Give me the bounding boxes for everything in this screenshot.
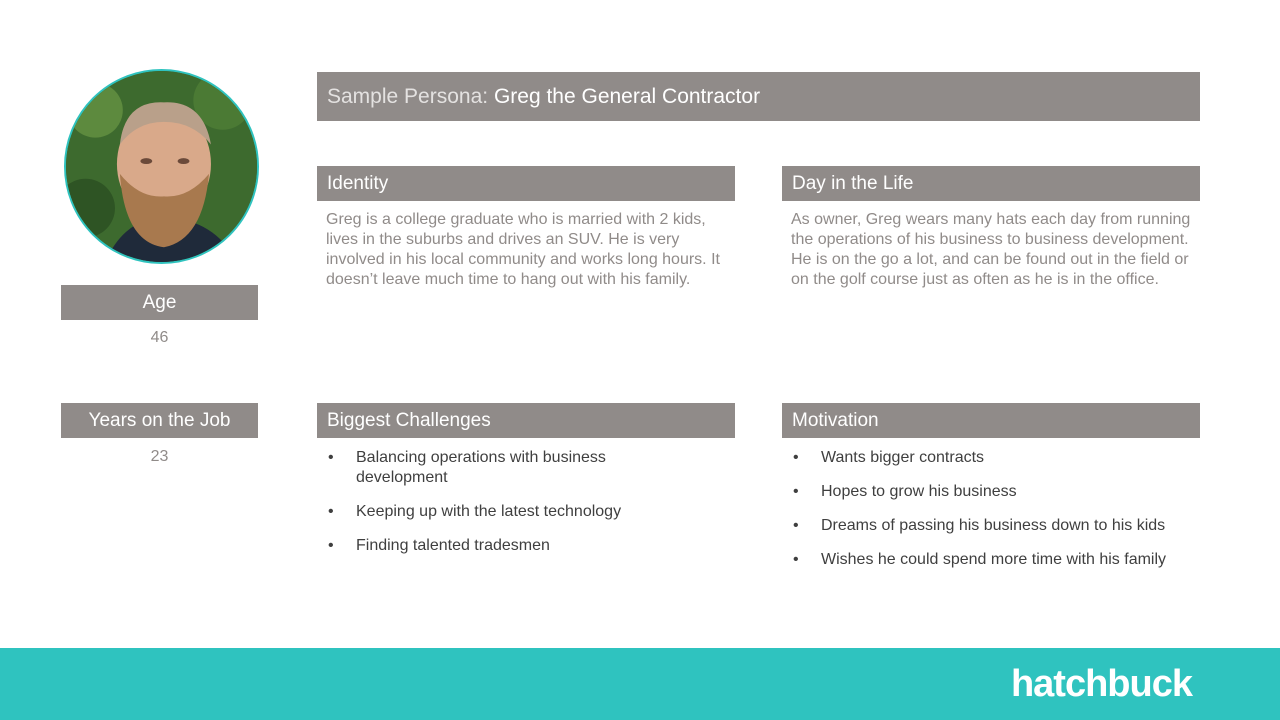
list-item: • Dreams of passing his business down to his kids bbox=[791, 516, 1191, 536]
day-in-life-text: As owner, Greg wears many hats each day from running the operations of his business to business development. He is on the go a lot, and can be found out in the field or on the golf course just as often as he is in the office. bbox=[791, 211, 1191, 288]
challenges-list bbox=[326, 448, 686, 570]
day-in-life-label: Day in the Life bbox=[782, 166, 1200, 201]
persona-avatar bbox=[64, 69, 259, 264]
motivation-label: Motivation bbox=[782, 403, 1200, 438]
list-item: • Balancing operations with business development bbox=[326, 448, 686, 488]
title-name: Greg the General Contractor bbox=[493, 85, 761, 108]
list-item: • Keeping up with the latest technology bbox=[326, 502, 686, 522]
title-prefix: Sample Persona: bbox=[327, 85, 489, 108]
identity-label: Identity bbox=[317, 166, 735, 201]
identity-text: Greg is a college graduate who is married with 2 kids, lives in the suburbs and drives an SUV. He is very involved in his local community and works long hours. It doesn’t leave much time to hang out with his family. bbox=[326, 211, 720, 288]
list-item: • Hopes to grow his business bbox=[791, 482, 1191, 502]
hatchbuck-logo: hatchbuck bbox=[1010, 663, 1192, 705]
page-title bbox=[317, 72, 1200, 121]
years-label: Years on the Job bbox=[61, 403, 258, 438]
persona-photo bbox=[66, 71, 257, 262]
age-label: Age bbox=[61, 285, 258, 320]
list-item: • Wishes he could spend more time with his family bbox=[791, 550, 1191, 570]
list-item: • Wants bigger contracts bbox=[791, 448, 1191, 468]
list-item: • Finding talented tradesmen bbox=[326, 536, 686, 556]
motivation-list bbox=[791, 448, 1191, 584]
age-value: 46 bbox=[150, 329, 169, 346]
footer-band bbox=[0, 648, 1280, 720]
years-value: 23 bbox=[150, 448, 169, 465]
challenges-label: Biggest Challenges bbox=[317, 403, 735, 438]
